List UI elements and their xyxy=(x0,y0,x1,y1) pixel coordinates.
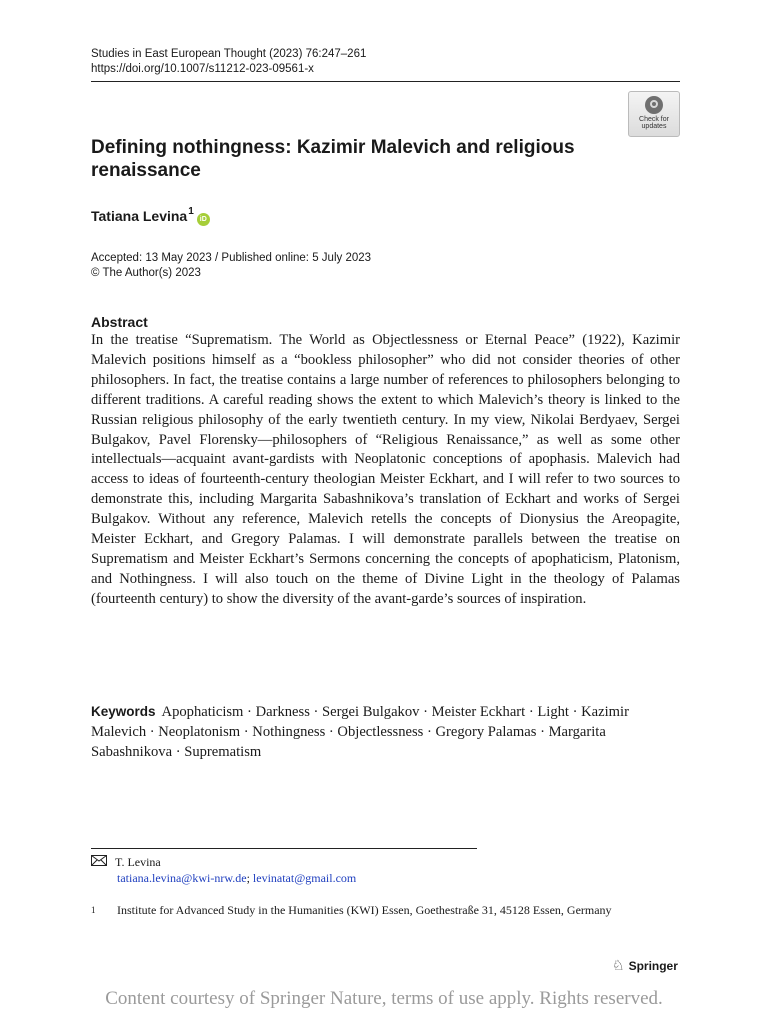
publisher-logo xyxy=(612,957,678,974)
copyright: © The Author(s) 2023 xyxy=(91,267,201,279)
header-rule xyxy=(91,81,680,82)
keywords-heading: Keywords xyxy=(91,704,156,719)
affiliation-text: Institute for Advanced Study in the Humanities (KWI) Essen, Goethestraße 31, 45128 Essen, Germany xyxy=(117,903,612,917)
check-for-updates-icon xyxy=(645,96,663,114)
watermark: Content courtesy of Springer Nature, terms of use apply. Rights reserved. xyxy=(105,988,663,1009)
footnote-rule xyxy=(91,848,477,849)
email-link-2[interactable]: levinatat@gmail.com xyxy=(252,871,357,885)
keywords-block xyxy=(91,702,680,762)
affiliation-footnote xyxy=(91,902,651,918)
check-for-updates-badge[interactable] xyxy=(628,91,680,137)
journal-header xyxy=(91,47,366,77)
correspondence xyxy=(91,854,356,886)
keywords-list: Apophaticism · Darkness · Sergei Bulgakov · Meister Eckhart · Light · Kazimir Malevich · Neoplatonism · Nothingness · Objectlessness · Gregory Palamas · Margarita Sabashnikova · Suprematism xyxy=(91,704,629,760)
abstract-heading: Abstract xyxy=(91,314,148,330)
author-affil-mark: 1 xyxy=(188,206,194,217)
corresponding-author: T. Levina xyxy=(115,855,161,869)
publisher-name: Springer xyxy=(628,958,678,973)
orcid-icon[interactable]: iD xyxy=(197,213,210,226)
author-name: Tatiana Levina xyxy=(91,208,188,224)
publication-dates xyxy=(91,251,371,281)
email-separator: ; xyxy=(246,871,250,885)
journal-citation: Studies in East European Thought (2023) 76:247–261 xyxy=(91,48,367,60)
badge-text: Check for updates xyxy=(639,116,669,130)
email-line xyxy=(117,870,356,886)
email-link-1[interactable]: tatiana.levina@kwi-nrw.de xyxy=(117,871,247,885)
envelope-icon xyxy=(91,854,107,870)
author-line xyxy=(91,208,210,226)
paper-title: Defining nothingness: Kazimir Malevich and religious renaissance xyxy=(91,137,575,181)
abstract-text: In the treatise “Suprematism. The World as Objectlessness or Eternal Peace” (1922), Kazimir Malevich positions himself as a “bookless philosopher” who did not consider theories of other philosophers. In fact, the treatise contains a large number of references to philosophers belonging to different traditions. A careful reading shows the extent to which Malevich’s theory is linked to the Russian religious philosophy of the early twentieth century. In my view, Nikolai Berdyaev, Sergei Bulgakov, Pavel Florensky—philosophers of “Religious Renaissance,” as well as some other intellectuals—acquaint avant-gardists with Neoplatonic conceptions of apophasis. Malevich had access to ideas of fourteenth-century theologian Meister Eckhart, and I will refer to two sources to demonstrate this, including Margarita Sabashnikova’s translation of Eckhart and works of Sergei Bulgakov. Without any reference, Malevich retells the concepts of Dionysius the Areopagite, Meister Eckhart, and Gregory Palamas. I will demonstrate parallels between the treatise on Suprematism and Meister Eckhart’s Sermons concerning the concepts of apophaticism, Platonism, and Nothingness. I will also touch on the theme of Divine Light in the theology of Palamas (fourteenth century) to show the diversity of the avant-garde’s sources of inspiration. xyxy=(91,332,680,607)
doi-link[interactable]: https://doi.org/10.1007/s11212-023-09561-x xyxy=(91,63,314,75)
springer-horse-icon: ♘ xyxy=(612,957,625,973)
affiliation-number: 1 xyxy=(91,905,96,915)
accepted-published: Accepted: 13 May 2023 / Published online: 5 July 2023 xyxy=(91,252,372,264)
